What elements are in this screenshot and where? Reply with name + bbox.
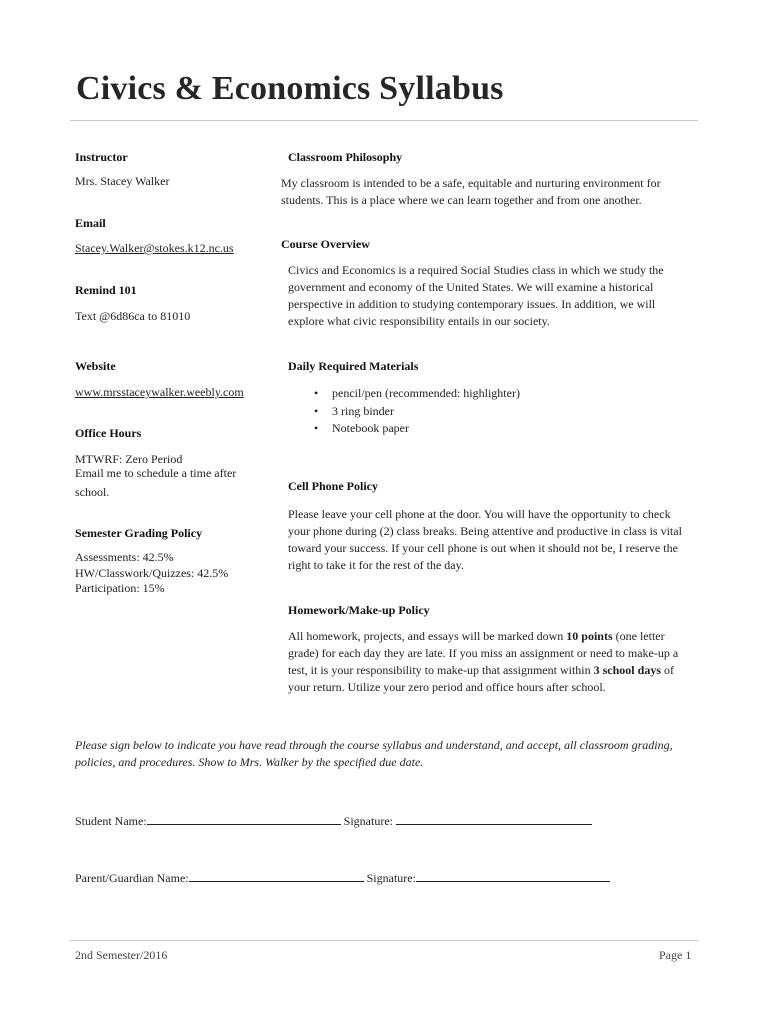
overview-heading: Course Overview (281, 237, 370, 251)
remind-text: Text @6d86ca to 81010 (75, 309, 191, 323)
makeup-window: 3 school days (593, 663, 661, 677)
homework-text-part: (one letter grade) for each day they are late. If you miss an assignment or need to make-up a test, it is your responsibility to make-up that assignment within (288, 629, 679, 677)
philosophy-text: My classroom is intended to be a safe, equitable and nurturing environment for students. This is a place where we can learn together and from one another. (281, 176, 661, 207)
parent-signature-line[interactable] (416, 869, 610, 882)
office-hours-heading: Office Hours (75, 426, 142, 440)
office-hours-line: Email me to schedule a time after (75, 466, 237, 480)
student-signature-row (75, 812, 592, 830)
parent-name-line[interactable] (189, 869, 364, 882)
student-signature-label: Signature: (343, 814, 393, 828)
sign-instructions: Please sign below to indicate you have read through the course syllabus and understand, and accept, all classroom grading, policies, and procedures. Show to Mrs. Walker by the specified due date. (75, 738, 673, 769)
instructor-heading: Instructor (75, 150, 128, 164)
homework-text-part: of your return. Utilize your zero period and office hours after school. (288, 663, 674, 694)
footer-divider (70, 940, 698, 941)
materials-item: • pencil/pen (recommended: highlighter) (306, 385, 520, 403)
cellphone-text: Please leave your cell phone at the door. You will have the opportunity to check your phone during (2) class breaks. Being attentive and productive in class is vital toward your success. If your cell phone is out when it should not be, I reserve the right to take it for the rest of the day. (288, 507, 682, 572)
materials-heading: Daily Required Materials (288, 359, 419, 373)
remind-heading: Remind 101 (75, 283, 137, 297)
office-hours-line: MTWRF: Zero Period (75, 452, 183, 466)
office-hours-line: school. (75, 485, 110, 499)
cellphone-heading: Cell Phone Policy (288, 479, 378, 493)
overview-text: Civics and Economics is a required Social Studies class in which we study the government and economy of the United States. We will examine a historical perspective in addition to studying contemporary issues. In addition, we will explore what civic responsibility entails in our society. (288, 263, 664, 328)
page-number: Page 1 (659, 948, 692, 962)
email-link[interactable]: Stacey.Walker@stokes.k12.nc.us (75, 241, 234, 255)
student-name-label: Student Name: (75, 814, 147, 828)
website-link[interactable]: www.mrsstaceywalker.weebly.com (75, 385, 244, 399)
grading-heading: Semester Grading Policy (75, 526, 203, 540)
parent-name-label: Parent/Guardian Name: (75, 871, 189, 885)
website-heading: Website (75, 359, 116, 373)
grading-line: HW/Classwork/Quizzes: 42.5% (75, 566, 229, 580)
homework-heading: Homework/Make-up Policy (288, 603, 430, 617)
homework-text-part: All homework, projects, and essays will be marked down (288, 629, 567, 643)
parent-signature-label: Signature: (366, 871, 416, 885)
materials-item: • Notebook paper (306, 420, 520, 438)
instructor-name: Mrs. Stacey Walker (75, 174, 170, 188)
late-penalty: 10 points (566, 629, 613, 643)
philosophy-heading: Classroom Philosophy (288, 150, 403, 164)
student-signature-line[interactable] (396, 812, 592, 825)
title-divider (70, 120, 698, 121)
footer-semester: 2nd Semester/2016 (75, 948, 168, 962)
materials-list (306, 385, 520, 438)
student-name-line[interactable] (147, 812, 341, 825)
materials-item: • 3 ring binder (306, 403, 520, 421)
grading-line: Assessments: 42.5% (75, 550, 174, 564)
page-title: Civics & Economics Syllabus (76, 70, 504, 107)
homework-text (288, 628, 693, 696)
email-heading: Email (75, 216, 106, 230)
parent-signature-row (75, 869, 610, 887)
grading-line: Participation: 15% (75, 581, 165, 595)
